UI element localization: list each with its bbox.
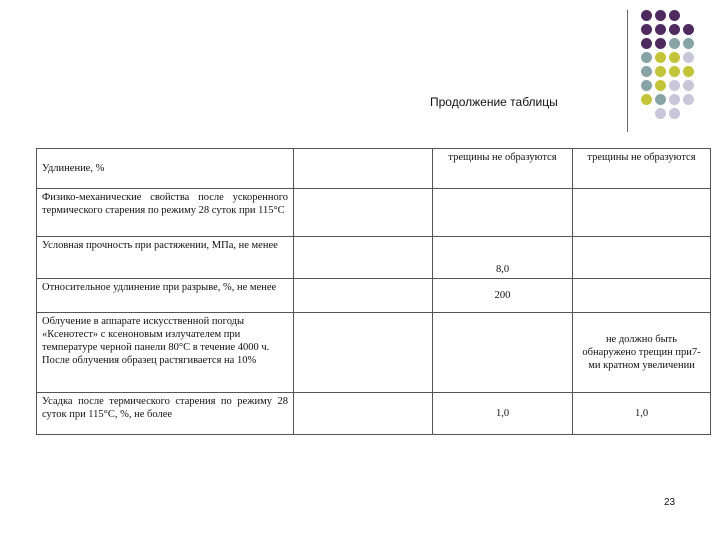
decor-dot [655, 108, 666, 119]
table-row [37, 393, 711, 435]
cell-col2 [294, 393, 433, 435]
decor-dot [655, 10, 666, 21]
row-label: Физико-механические свойства после ускоренного термического старения по режиму 28 суток при 115°С [37, 189, 294, 237]
cell-col3: 200 [433, 279, 573, 313]
cell-col2 [294, 237, 433, 279]
decor-dot [641, 52, 652, 63]
properties-table [36, 148, 711, 435]
decor-dot [683, 94, 694, 105]
row-label: Относительное удлинение при разрыве, %, не менее [37, 279, 294, 313]
table-row [37, 237, 711, 279]
continuation-title: Продолжение таблицы [430, 95, 558, 109]
table-row [37, 313, 711, 393]
decor-dot [655, 94, 666, 105]
decor-dot [641, 80, 652, 91]
cell-col4: не должно быть обнаружено трещин при7-ми кратном увеличении [573, 313, 711, 393]
decor-dot [641, 66, 652, 77]
table-row [37, 279, 711, 313]
cell-col3 [433, 313, 573, 393]
cell-col4 [573, 279, 711, 313]
decor-dot [641, 38, 652, 49]
cell-col2 [294, 279, 433, 313]
cell-col2 [294, 149, 433, 189]
table-row [37, 189, 711, 237]
cell-col4: трещины не образуются [573, 149, 711, 189]
decor-dot [641, 24, 652, 35]
cell-col4: 1,0 [573, 393, 711, 435]
row-label: Удлинение, % [37, 149, 294, 189]
decor-dot [669, 10, 680, 21]
decor-dot [655, 80, 666, 91]
decor-dot [683, 80, 694, 91]
decor-dot [669, 38, 680, 49]
decor-dot [683, 66, 694, 77]
cell-col3: трещины не образуются [433, 149, 573, 189]
row-label: Облучение в аппарате искусственной погоды «Ксенотест» с ксеноновым излучателем при температуре черной панели 80°С в течение 4000 ч. После облучения образец растягивается на 10% [37, 313, 294, 393]
decor-dot [669, 52, 680, 63]
decor-dot [669, 24, 680, 35]
cell-col2 [294, 189, 433, 237]
decor-dot [683, 24, 694, 35]
decor-dot [669, 80, 680, 91]
decor-dot [655, 52, 666, 63]
page-number: 23 [664, 497, 676, 508]
cell-col2 [294, 313, 433, 393]
row-label: Условная прочность при растяжении, МПа, не менее [37, 237, 294, 279]
decor-dot [683, 38, 694, 49]
table-row [37, 149, 711, 189]
decor-dot [669, 66, 680, 77]
cell-col3: 1,0 [433, 393, 573, 435]
decor-dot [655, 38, 666, 49]
cell-col3 [433, 189, 573, 237]
decor-vertical-line [627, 10, 628, 132]
cell-col4 [573, 237, 711, 279]
decor-dot [655, 66, 666, 77]
cell-col3: 8,0 [433, 237, 573, 279]
decor-dot [683, 52, 694, 63]
decor-dot [669, 94, 680, 105]
decor-dot-grid [641, 10, 720, 122]
decor-dot [655, 24, 666, 35]
cell-col4 [573, 189, 711, 237]
decor-dot [641, 94, 652, 105]
decor-dot [641, 10, 652, 21]
decor-dot [669, 108, 680, 119]
row-label: Усадка после термического старения по режиму 28 суток при 115°С, %, не более [37, 393, 294, 435]
